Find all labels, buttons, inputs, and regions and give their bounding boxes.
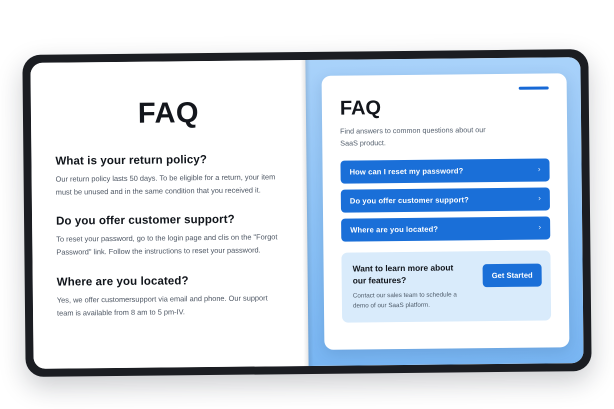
chevron-right-icon: › [537, 164, 541, 174]
faq-question: Where are you located? [56, 275, 189, 289]
card-subtitle: Find answers to common questions about our SaaS product. [340, 125, 486, 148]
card-title: FAQ [339, 97, 382, 120]
accordion-item-customer-support[interactable] [341, 187, 550, 212]
chevron-right-icon: › [538, 193, 541, 203]
faq-text-panel [30, 60, 308, 369]
promo-body: Contact our sales team to schedule a demo of our SaaS platform. [352, 291, 457, 310]
accordion-item-label: Where are you located? [350, 224, 439, 235]
faq-question: Do you offer customer support? [56, 214, 235, 229]
faq-question: What is your return policy? [55, 154, 208, 168]
faq-answer: Our return policy lasts 50 days. To be eligible for a return, your item must be unused and in the same condition that you received it. [55, 172, 276, 197]
accordion-list [340, 158, 550, 241]
device-screen [30, 57, 583, 369]
accordion-item-location[interactable] [341, 216, 550, 241]
faq-answer: Yes, we offer customersupport via email and phone. Our support team is available from 8 am to 5 pm-IV. [56, 293, 268, 318]
faq-app-panel [305, 57, 583, 366]
accent-bar-icon [519, 86, 549, 89]
promo-heading: Want to learn more about our features? [352, 262, 454, 286]
accordion-item-label: Do you offer customer support? [349, 195, 469, 206]
page-title: FAQ [137, 97, 200, 130]
accordion-item-reset-password[interactable] [340, 158, 549, 183]
promo-banner [341, 250, 551, 322]
faq-item [57, 274, 284, 320]
chevron-right-icon: › [538, 222, 542, 232]
faq-card [322, 73, 570, 350]
get-started-button[interactable]: Get Started [483, 263, 542, 287]
faq-item [56, 214, 283, 260]
accordion-item-label: How can I reset my password? [349, 166, 464, 177]
faq-answer: To reset your password, go to the login page and clis on the "Forgot Password" link. Follow the instructions to reset your password. [56, 232, 278, 257]
device-frame [22, 49, 591, 377]
faq-item [55, 153, 282, 199]
